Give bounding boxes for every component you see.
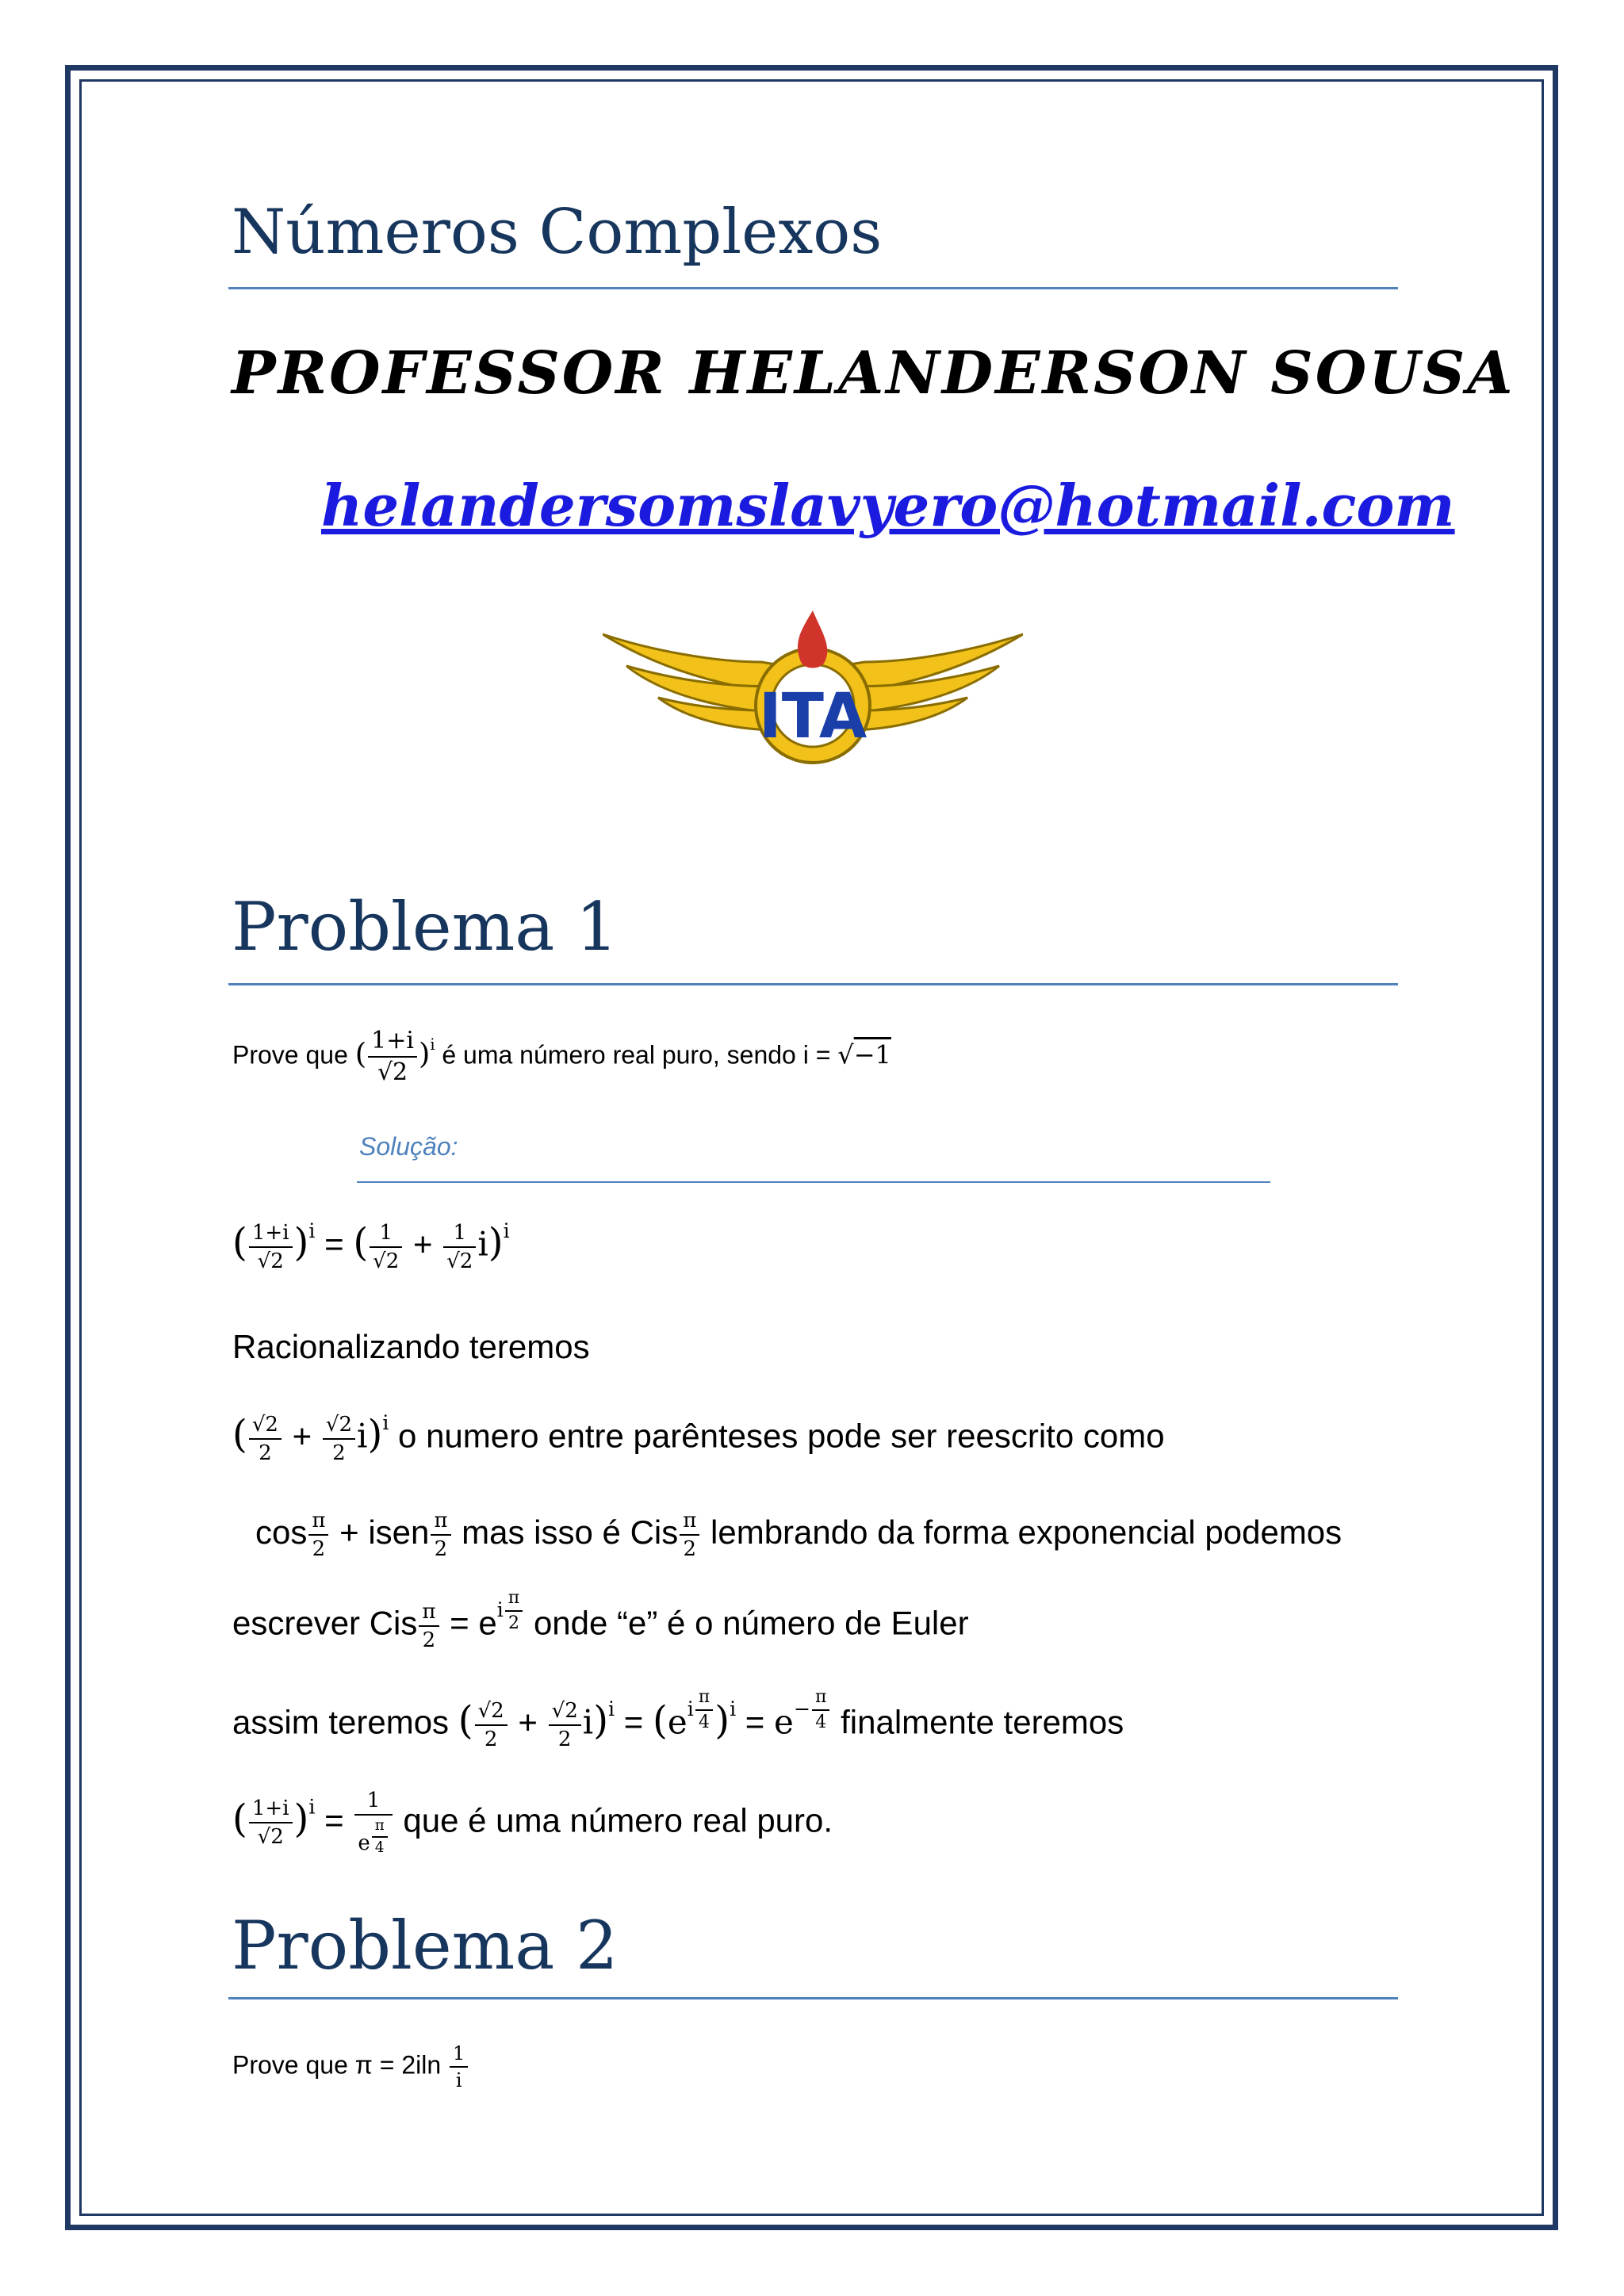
author-email-link[interactable]: helandersomslavyero@hotmail.com [321, 472, 1455, 539]
document-title: Números Complexos [232, 197, 883, 268]
problem1-rule [228, 983, 1398, 985]
solution-label: Solução: [359, 1132, 458, 1161]
problem1-heading: Problema 1 [232, 888, 619, 966]
rationalize-text: Racionalizando teremos [232, 1328, 590, 1365]
equation-4: escrever Cis $\frac{\pi}{2}$ = $e^{i \frac{\pi}{2}}$ onde “e” é o número de Euler [232, 1588, 969, 1652]
equation-2: ( $\frac{√2}{2}$ + $\frac{√2}{2}$ i)$^i$ o numero entre parênteses pode ser reescrito como [232, 1411, 1165, 1465]
equation-3: cos $\frac{\pi}{2}$ + isen $\frac{\pi}{2}$ mas isso é Cis $\frac{\pi}{2}$ lembrando da forma exponencial podemos [255, 1509, 1342, 1562]
solution-rule [357, 1181, 1270, 1183]
problem2-heading: Problema 2 [232, 1907, 619, 1984]
author-name: PROFESSOR HELANDERSON SOUSA [232, 339, 1515, 408]
equation-1: ( $\frac{1+i}{√2}$ )$^i$ = ( $\frac{1}{√2}$ + $\frac{1}{√2}$ i)$^i$ [232, 1219, 510, 1273]
problem2-rule [228, 1997, 1398, 1999]
ita-logo-letters: ITA [758, 681, 868, 752]
equation-5: assim teremos ( $\frac{√2}{2}$ + $\frac{√2}{2}$ $i)^i = (e^{i \frac{\pi}{4}}$ )$^i = e^{- \frac{\pi}{4}}$ finalmente teremos [232, 1687, 1124, 1751]
ita-logo [603, 603, 1023, 773]
equation-6: ( $\frac{1+i}{√2}$ )$^i$ = 1 e $^{\frac{\pi}{4}}$ que é uma número real puro. [232, 1789, 833, 1857]
problem2-statement: Prove que π = 2iln $\frac{1}{i}$ [232, 2044, 469, 2090]
title-rule [228, 287, 1398, 289]
problem1-statement: Prove que ( $\frac{1+i}{√2}$ )$^i$ é uma número real puro, sendo i = √−1 [232, 1027, 891, 1086]
